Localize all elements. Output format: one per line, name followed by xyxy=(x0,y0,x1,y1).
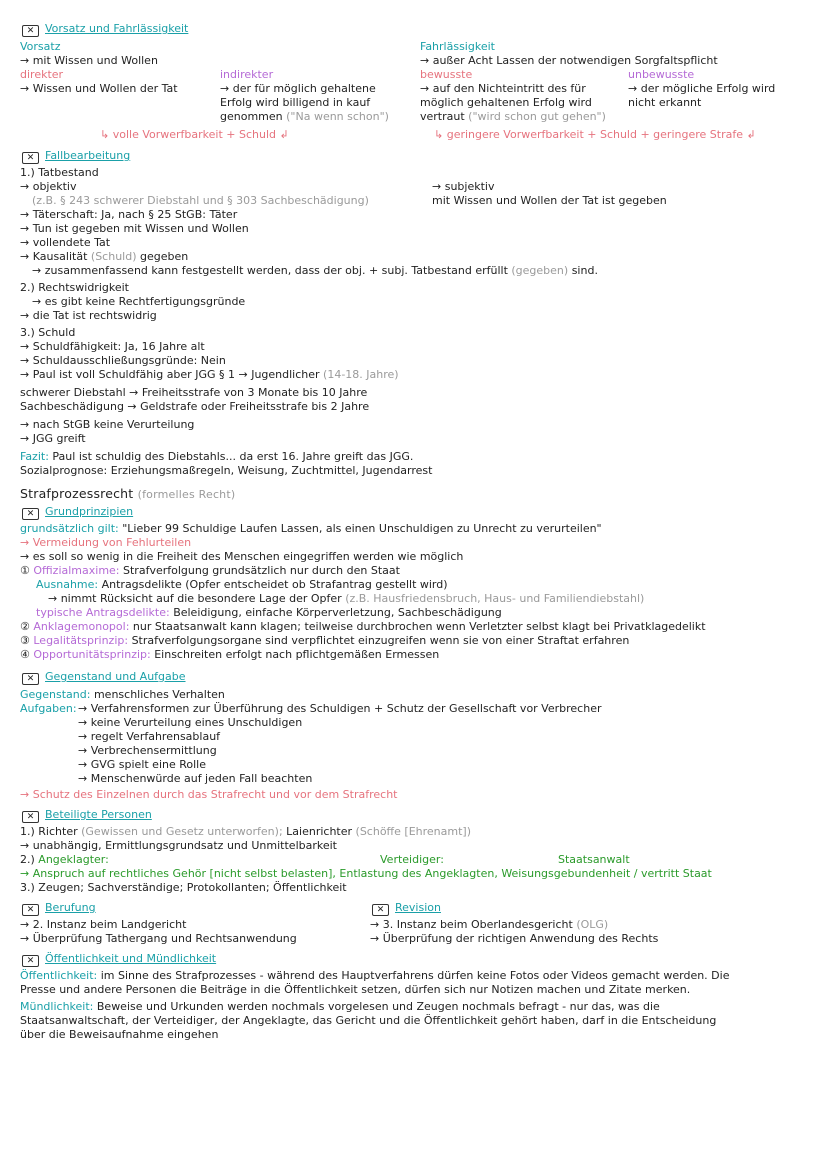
prinzip-1: ① Offizialmaxime: Strafverfolgung grundsätzlich nur durch den Staat xyxy=(20,564,400,577)
vorsatz-result: ↳ volle Vorwerfbarkeit + Schuld ↲ xyxy=(100,128,289,141)
fall-line: → Schuldausschließungsgründe: Nein xyxy=(20,354,226,367)
oeffentlichkeit-line-2: Presse und andere Personen die Beiträge in die Öffentlichkeit setzen, dürfen sich nur Notizen machen und Zitate merken. xyxy=(20,983,691,996)
subjektiv: → subjektiv xyxy=(432,180,495,193)
objektiv-example: (z.B. § 243 schwerer Diebstahl und § 303 Sachbeschädigung) xyxy=(32,194,369,207)
fall-line: Sachbeschädigung → Geldstrafe oder Freiheitsstrafe bis 2 Jahre xyxy=(20,400,370,413)
checkbox-icon: ✕ xyxy=(22,904,39,916)
vorsatz-line: → mit Wissen und Wollen xyxy=(20,54,158,67)
fall-line: → Paul ist voll Schuldfähig aber JGG § 1 → Jugendlicher (14-18. Jahre) xyxy=(20,368,399,381)
section-heading-beteiligte: ✕ Beteiligte Personen xyxy=(22,808,152,823)
section-heading-revision: ✕ Revision xyxy=(372,901,441,916)
richter-detail: → unabhängig, Ermittlungsgrundsatz und Unmittelbarkeit xyxy=(20,839,337,852)
sozialprognose: Sozialprognose: Erziehungsmaßregeln, Weisung, Zuchtmittel, Jugendarrest xyxy=(20,464,433,477)
checkbox-icon: ✕ xyxy=(22,152,39,164)
fahr-line: → außer Acht Lassen der notwendigen Sorgfaltspflicht xyxy=(420,54,718,67)
fall-line: → vollendete Tat xyxy=(20,236,111,249)
verteidiger-label: Verteidiger: xyxy=(380,853,444,866)
direkter-label: direkter xyxy=(20,68,64,81)
fahr-result: ↳ geringere Vorwerfbarkeit + Schuld + geringere Strafe ↲ xyxy=(434,128,756,141)
indirekter-text-1: → der für möglich gehaltene xyxy=(220,82,376,95)
fall-line: → Kausalität (Schuld) gegeben xyxy=(20,250,189,263)
grund-line: grundsätzlich gilt: "Lieber 99 Schuldige Laufen Lassen, als einen Unschuldigen zu Unrecht zu verurteilen" xyxy=(20,522,602,535)
indirekter-text-3: genommen ("Na wenn schon") xyxy=(220,110,389,123)
unbewusste-text-1: → der mögliche Erfolg wird xyxy=(628,82,776,95)
unbewusste-label: unbewusste xyxy=(628,68,695,81)
aufgabe-item: → Verbrechensermittlung xyxy=(78,744,217,757)
fall-line: → die Tat ist rechtswidrig xyxy=(20,309,157,322)
section-heading-vorsatz: ✕ Vorsatz und Fahrlässigkeit xyxy=(22,22,188,37)
rollen-line: → Anspruch auf rechtliches Gehör [nicht selbst belasten], Entlastung des Angeklagten, Weisungsgebundenheit / vertritt Staat xyxy=(20,867,712,880)
fall-line: → Schuldfähigkeit: Ja, 16 Jahre alt xyxy=(20,340,205,353)
fall-line: → nach StGB keine Verurteilung xyxy=(20,418,195,431)
prinzip-3: ③ Legalitätsprinzip: Strafverfolgungsorgane sind verpflichtet einzugreifen wenn sie von einer Straftat erfahren xyxy=(20,634,630,647)
unbewusste-text-2: nicht erkannt xyxy=(628,96,702,109)
checkbox-icon: ✕ xyxy=(22,508,39,520)
fall-line: → Täterschaft: Ja, nach § 25 StGB: Täter xyxy=(20,208,238,221)
muendlichkeit-line-1: Mündlichkeit: Beweise und Urkunden werden nochmals vorgelesen und Zeugen nochmals befragt - nur das, was die xyxy=(20,1000,660,1013)
aufgaben-label: Aufgaben: xyxy=(20,702,77,715)
objektiv: → objektiv xyxy=(20,180,77,193)
subjektiv-text: mit Wissen und Wollen der Tat ist gegeben xyxy=(432,194,667,207)
fall-summary: → zusammenfassend kann festgestellt werden, dass der obj. + subj. Tatbestand erfüllt (gegeben) sind. xyxy=(32,264,598,277)
berufung-line: → 2. Instanz beim Landgericht xyxy=(20,918,187,931)
section-heading-gegenstand: ✕ Gegenstand und Aufgabe xyxy=(22,670,186,685)
muendlichkeit-line-3: über die Beweisaufnahme eingehen xyxy=(20,1028,219,1041)
bewusste-label: bewusste xyxy=(420,68,473,81)
oeffentlichkeit-line-1: Öffentlichkeit: im Sinne des Strafprozesses - während des Hauptverfahrens dürfen keine Fotos oder Videos gemacht werden. Die xyxy=(20,969,730,982)
aufgabe-item: → keine Verurteilung eines Unschuldigen xyxy=(78,716,303,729)
staatsanwalt-label: Staatsanwalt xyxy=(558,853,630,866)
direkter-text: → Wissen und Wollen der Tat xyxy=(20,82,178,95)
muendlichkeit-line-2: Staatsanwaltschaft, der Verteidiger, der Angeklagte, das Gericht und die Öffentlichkeit gehört haben, darf in die Entscheidung xyxy=(20,1014,717,1027)
bewusste-text-3: vertraut ("wird schon gut gehen") xyxy=(420,110,606,123)
gegenstand: Gegenstand: menschliches Verhalten xyxy=(20,688,225,701)
zeugen-line: 3.) Zeugen; Sachverständige; Protokollanten; Öffentlichkeit xyxy=(20,881,347,894)
berufung-line: → Überprüfung Tathergang und Rechtsanwendung xyxy=(20,932,297,945)
aufgabe-item: → Verfahrensformen zur Überführung des Schuldigen + Schutz der Gesellschaft vor Verbrecher xyxy=(78,702,602,715)
schuld-heading: 3.) Schuld xyxy=(20,326,76,339)
angeklagter-label: 2.) Angeklagter: xyxy=(20,853,109,866)
revision-line: → Überprüfung der richtigen Anwendung des Rechts xyxy=(370,932,659,945)
richter-line: 1.) Richter (Gewissen und Gesetz unterworfen); Laienrichter (Schöffe [Ehrenamt]) xyxy=(20,825,471,838)
revision-line: → 3. Instanz beim Oberlandesgericht (OLG) xyxy=(370,918,609,931)
aufgabe-item: → GVG spielt eine Rolle xyxy=(78,758,207,771)
section-heading-berufung: ✕ Berufung xyxy=(22,901,96,916)
prinzip-2: ② Anklagemonopol: nur Staatsanwalt kann klagen; teilweise durchbrochen wenn Verletzter selbst klagt bei Privatklagedelikt xyxy=(20,620,706,633)
fall-line: → Tun ist gegeben mit Wissen und Wollen xyxy=(20,222,249,235)
checkbox-icon: ✕ xyxy=(22,955,39,967)
tatbestand-heading: 1.) Tatbestand xyxy=(20,166,99,179)
fall-line: → JGG greift xyxy=(20,432,86,445)
ausnahme: Ausnahme: Antragsdelikte (Opfer entscheidet ob Strafantrag gestellt wird) xyxy=(36,578,448,591)
antragsdelikte: typische Antragsdelikte: Beleidigung, einfache Körperverletzung, Sachbeschädigung xyxy=(36,606,502,619)
checkbox-icon: ✕ xyxy=(22,25,39,37)
bewusste-text-2: möglich gehaltenen Erfolg wird xyxy=(420,96,592,109)
indirekter-label: indirekter xyxy=(220,68,274,81)
section-heading-oeffentlichkeit: ✕ Öffentlichkeit und Mündlichkeit xyxy=(22,952,216,967)
indirekter-text-2: Erfolg wird billigend in kauf xyxy=(220,96,371,109)
aufgabe-item: → regelt Verfahrensablauf xyxy=(78,730,221,743)
grund-line: → Vermeidung von Fehlurteilen xyxy=(20,536,192,549)
schutz-line: → Schutz des Einzelnen durch das Strafrecht und vor dem Strafrecht xyxy=(20,788,398,801)
fahr-title: Fahrlässigkeit xyxy=(420,40,495,53)
fall-line: schwerer Diebstahl → Freiheitsstrafe von 3 Monate bis 10 Jahre xyxy=(20,386,368,399)
rechtswidrigkeit-heading: 2.) Rechtswidrigkeit xyxy=(20,281,129,294)
aufgabe-item: → Menschenwürde auf jeden Fall beachten xyxy=(78,772,313,785)
ausnahme-detail: → nimmt Rücksicht auf die besondere Lage der Opfer (z.B. Hausfriedensbruch, Haus- und Familiendiebstahl) xyxy=(48,592,645,605)
section-heading-fall: ✕ Fallbearbeitung xyxy=(22,149,130,164)
fall-line: → es gibt keine Rechtfertigungsgründe xyxy=(32,295,246,308)
checkbox-icon: ✕ xyxy=(22,811,39,823)
grund-line: → es soll so wenig in die Freiheit des Menschen eingegriffen werden wie möglich xyxy=(20,550,464,563)
checkbox-icon: ✕ xyxy=(372,904,389,916)
section-heading-grund: ✕ Grundprinzipien xyxy=(22,505,133,520)
prinzip-4: ④ Opportunitätsprinzip: Einschreiten erfolgt nach pflichtgemäßen Ermessen xyxy=(20,648,440,661)
bewusste-text-1: → auf den Nichteintritt des für xyxy=(420,82,586,95)
fazit: Fazit: Paul ist schuldig des Diebstahls... da erst 16. Jahre greift das JGG. xyxy=(20,450,414,463)
checkbox-icon: ✕ xyxy=(22,673,39,685)
strafprozess-title: Strafprozessrecht (formelles Recht) xyxy=(20,486,236,501)
vorsatz-title: Vorsatz xyxy=(20,40,61,53)
